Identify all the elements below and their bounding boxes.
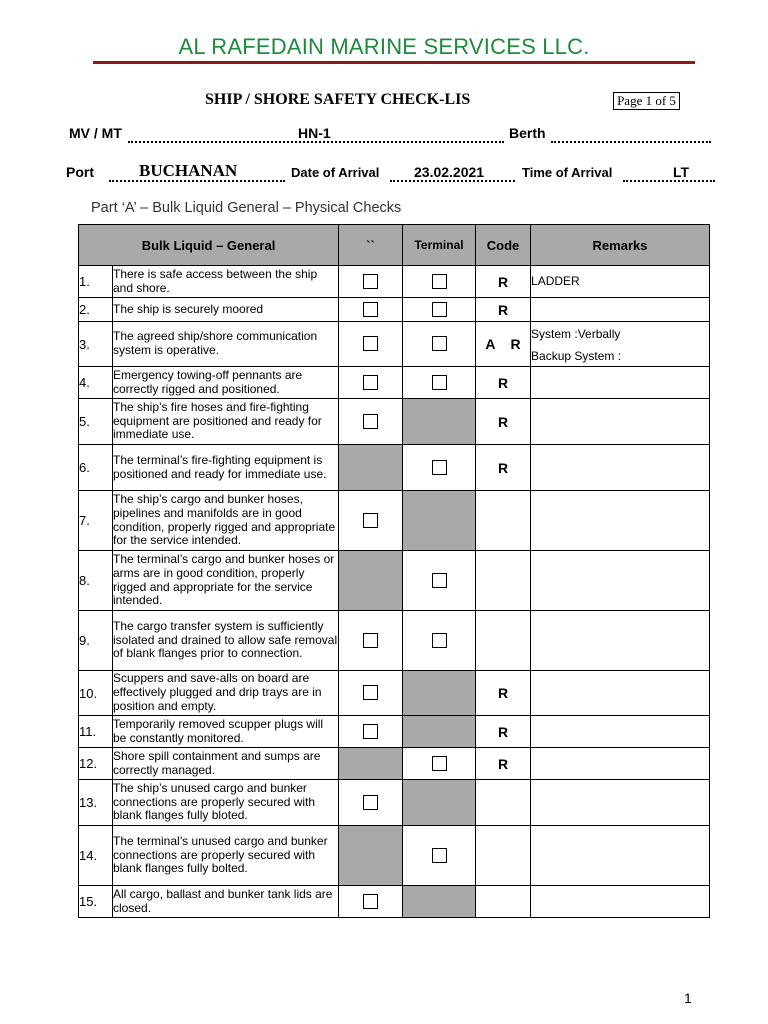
table-row xyxy=(79,367,710,399)
row-number: 8. xyxy=(79,551,113,611)
ship-check-cell xyxy=(339,266,403,298)
row-description: The agreed ship/shore communication system is operative. xyxy=(113,322,339,367)
terminal-check-cell xyxy=(403,322,476,367)
ship-na-cell xyxy=(339,748,403,780)
terminal-na-cell xyxy=(403,780,476,826)
port-label: Port xyxy=(66,164,94,180)
terminal-check-cell xyxy=(403,266,476,298)
ship-na-cell xyxy=(339,445,403,491)
table-row xyxy=(79,445,710,491)
header-rule xyxy=(93,61,695,64)
row-code xyxy=(476,551,531,611)
row-remarks xyxy=(531,266,710,298)
row-remarks xyxy=(531,491,710,551)
row-description: There is safe access between the ship and shore. xyxy=(113,266,339,298)
ship-checkbox[interactable] xyxy=(363,414,378,429)
row-number: 14. xyxy=(79,826,113,886)
row-code: R xyxy=(476,266,531,298)
terminal-na-cell xyxy=(403,491,476,551)
row-remarks xyxy=(531,826,710,886)
remarks-text: LADDER xyxy=(531,273,580,288)
row-number: 11. xyxy=(79,716,113,748)
row-number: 10. xyxy=(79,671,113,716)
row-code xyxy=(476,780,531,826)
ship-checkbox[interactable] xyxy=(363,513,378,528)
row-description: The ship’s unused cargo and bunker connections are properly secured with blank flanges fully bloted. xyxy=(113,780,339,826)
terminal-checkbox[interactable] xyxy=(432,756,447,771)
row-code: R xyxy=(476,445,531,491)
date-field-line xyxy=(390,180,515,182)
table-row xyxy=(79,826,710,886)
ship-checkbox[interactable] xyxy=(363,633,378,648)
ship-check-cell xyxy=(339,671,403,716)
time-value: LT xyxy=(673,164,690,180)
header-ship: `` xyxy=(339,225,403,266)
row-remarks xyxy=(531,671,710,716)
date-value: 23.02.2021 xyxy=(414,164,485,180)
row-number: 7. xyxy=(79,491,113,551)
table-row xyxy=(79,491,710,551)
mv-label: MV / MT xyxy=(69,125,122,141)
table-row xyxy=(79,716,710,748)
row-number: 9. xyxy=(79,611,113,671)
terminal-check-cell xyxy=(403,551,476,611)
page-indicator: Page 1 of 5 xyxy=(613,92,680,110)
table-header-row xyxy=(79,225,710,266)
table-row xyxy=(79,266,710,298)
terminal-na-cell xyxy=(403,671,476,716)
terminal-checkbox[interactable] xyxy=(432,848,447,863)
time-label: Time of Arrival xyxy=(522,165,613,180)
row-code: R xyxy=(476,298,531,322)
row-description: The terminal’s cargo and bunker hoses or arms are in good condition, properly rigged and appropriate for the service intended. xyxy=(113,551,339,611)
terminal-checkbox[interactable] xyxy=(432,460,447,475)
ship-checkbox[interactable] xyxy=(363,795,378,810)
row-number: 6. xyxy=(79,445,113,491)
ship-check-cell xyxy=(339,399,403,445)
terminal-checkbox[interactable] xyxy=(432,633,447,648)
row-description: The ship’s fire hoses and fire-fighting equipment are positioned and ready for immediate use. xyxy=(113,399,339,445)
part-title: Part ‘A’ – Bulk Liquid General – Physical Checks xyxy=(91,200,402,216)
terminal-check-cell xyxy=(403,826,476,886)
checklist-table xyxy=(78,224,710,918)
port-value: BUCHANAN xyxy=(139,161,238,180)
terminal-check-cell xyxy=(403,611,476,671)
date-label: Date of Arrival xyxy=(291,165,380,180)
mv-value: HN-1 xyxy=(298,125,331,141)
row-number: 13. xyxy=(79,780,113,826)
ship-check-cell xyxy=(339,322,403,367)
berth-label: Berth xyxy=(509,125,546,141)
terminal-checkbox[interactable] xyxy=(432,336,447,351)
row-code: R xyxy=(476,748,531,780)
terminal-na-cell xyxy=(403,716,476,748)
ship-checkbox[interactable] xyxy=(363,685,378,700)
row-remarks xyxy=(531,551,710,611)
berth-field-line xyxy=(551,141,711,143)
row-remarks xyxy=(531,322,710,367)
row-description: Temporarily removed scupper plugs will be constantly monitored. xyxy=(113,716,339,748)
row-description: Shore spill containment and sumps are correctly managed. xyxy=(113,748,339,780)
row-remarks xyxy=(531,716,710,748)
ship-check-cell xyxy=(339,886,403,918)
row-description: Emergency towing-off pennants are correctly rigged and positioned. xyxy=(113,367,339,399)
row-code: A R xyxy=(476,322,531,367)
row-remarks xyxy=(531,367,710,399)
row-number: 5. xyxy=(79,399,113,445)
header-remarks: Remarks xyxy=(531,225,710,266)
row-remarks xyxy=(531,445,710,491)
ship-checkbox[interactable] xyxy=(363,375,378,390)
terminal-checkbox[interactable] xyxy=(432,573,447,588)
table-row xyxy=(79,551,710,611)
row-number: 2. xyxy=(79,298,113,322)
terminal-checkbox[interactable] xyxy=(432,274,447,289)
row-description: The terminal’s fire-fighting equipment is positioned and ready for immediate use. xyxy=(113,445,339,491)
table-row xyxy=(79,399,710,445)
header-code: Code xyxy=(476,225,531,266)
mv-field-line xyxy=(128,141,504,143)
row-description: All cargo, ballast and bunker tank lids are closed. xyxy=(113,886,339,918)
row-number: 3. xyxy=(79,322,113,367)
row-remarks xyxy=(531,780,710,826)
page-number: 1 xyxy=(684,990,692,1006)
table-row xyxy=(79,780,710,826)
ship-check-cell xyxy=(339,716,403,748)
remarks-system: System :Verbally xyxy=(531,327,621,341)
terminal-na-cell xyxy=(403,886,476,918)
table-row xyxy=(79,611,710,671)
terminal-check-cell xyxy=(403,367,476,399)
terminal-checkbox[interactable] xyxy=(432,375,447,390)
row-number: 1. xyxy=(79,266,113,298)
row-code xyxy=(476,826,531,886)
remarks-backup-system: Backup System : xyxy=(531,349,622,363)
ship-checkbox[interactable] xyxy=(363,724,378,739)
row-remarks xyxy=(531,748,710,780)
time-field-line xyxy=(623,180,715,182)
table-row xyxy=(79,748,710,780)
row-code: R xyxy=(476,671,531,716)
row-code: R xyxy=(476,367,531,399)
row-description: The ship’s cargo and bunker hoses, pipelines and manifolds are in good condition, properly rigged and appropriate for the service intended. xyxy=(113,491,339,551)
row-remarks xyxy=(531,399,710,445)
row-code: R xyxy=(476,716,531,748)
ship-na-cell xyxy=(339,826,403,886)
ship-checkbox[interactable] xyxy=(363,302,378,317)
row-description: The ship is securely moored xyxy=(113,298,339,322)
row-code: R xyxy=(476,399,531,445)
table-row xyxy=(79,322,710,367)
row-number: 4. xyxy=(79,367,113,399)
row-number: 12. xyxy=(79,748,113,780)
ship-na-cell xyxy=(339,551,403,611)
terminal-check-cell xyxy=(403,445,476,491)
row-code xyxy=(476,886,531,918)
row-code xyxy=(476,491,531,551)
header-bulk-liquid-general: Bulk Liquid – General xyxy=(79,225,339,266)
row-description: The terminal’s unused cargo and bunker connections are properly secured with blank flanges fully bolted. xyxy=(113,826,339,886)
row-remarks xyxy=(531,886,710,918)
ship-checkbox[interactable] xyxy=(363,894,378,909)
terminal-na-cell xyxy=(403,399,476,445)
row-remarks xyxy=(531,298,710,322)
terminal-check-cell xyxy=(403,298,476,322)
row-number: 15. xyxy=(79,886,113,918)
row-remarks xyxy=(531,611,710,671)
ship-check-cell xyxy=(339,780,403,826)
ship-check-cell xyxy=(339,611,403,671)
ship-check-cell xyxy=(339,298,403,322)
table-row xyxy=(79,886,710,918)
table-row xyxy=(79,671,710,716)
row-description: Scuppers and save-alls on board are effectively plugged and drip trays are in position and empty. xyxy=(113,671,339,716)
ship-checkbox[interactable] xyxy=(363,336,378,351)
row-code xyxy=(476,611,531,671)
row-description: The cargo transfer system is sufficiently isolated and drained to allow safe removal of blank flanges prior to connection. xyxy=(113,611,339,671)
company-name: AL RAFEDAIN MARINE SERVICES LLC. xyxy=(178,34,590,59)
header-terminal: Terminal xyxy=(403,225,476,266)
ship-check-cell xyxy=(339,491,403,551)
terminal-checkbox[interactable] xyxy=(432,302,447,317)
table-row xyxy=(79,298,710,322)
document-title: SHIP / SHORE SAFETY CHECK-LIS xyxy=(205,91,471,108)
ship-checkbox[interactable] xyxy=(363,274,378,289)
terminal-check-cell xyxy=(403,748,476,780)
ship-check-cell xyxy=(339,367,403,399)
